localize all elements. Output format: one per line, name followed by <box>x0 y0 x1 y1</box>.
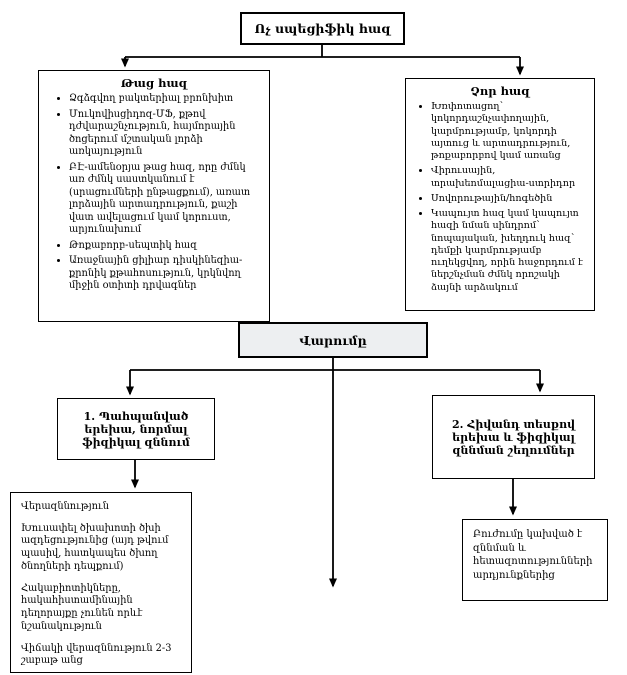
followup-paragraph: Խուսափել ծխախոտի ծխի ազդեցությունից (այդ թվում պասիվ, հատկապես ծխող ծնողների դեպքում) <box>21 522 169 572</box>
dry-cough-title: Չոր հազ <box>470 84 530 98</box>
wet-cough-item: • Մուկովիսցիդոզ-ՄՖ, քթով դժվարաշնչություն, հայմորային ծոցերում մշտական լորձի առկայություն <box>69 109 263 159</box>
dry-cough-item: • Կապույտ հազ կամ կապույտ հազի նման սինդրոմ՝ նոպայական, խեղդուկ հազ՝ դեմքի կարմրությամբ ուղեկցվող, որին հաջորդում է ներշնչման ժմնկ որոշակի ձայնի արձակում <box>431 208 589 294</box>
followup-box <box>10 492 192 673</box>
wet-cough-item: • Առաջնային ցիլիար դիսկինեզիա-քրոնիկ քթահոսություն, կրկնվող միջին օտիտի դրվագներ <box>69 255 263 293</box>
followup-paragraph: Հակաբիոտիկները, հակահիստամինային դեղորայքը չունեն որևէ նշանակություն <box>21 582 143 632</box>
dry-cough-item: • Վիրուսային, տրախեոմալացիա-ստրիդոր <box>431 165 589 190</box>
wet-cough-box <box>38 70 270 322</box>
branch1-label: 1. Պահպանված երեխա, նորմալ ֆիզիկալ զննում <box>82 409 190 449</box>
wet-cough-title: Թաց հազ <box>120 76 188 90</box>
branch2-sick-child-box <box>432 395 595 479</box>
followup-paragraph: Վերազննություն <box>21 501 109 512</box>
treatment-box <box>462 519 608 601</box>
wet-cough-item: • ԲԷ-ամենօրյա թաց հազ, որը ժմնկ առ ժմնկ սաստկանում է (սրացումների ընթացքում), առատ լորձային արտադրություն, քաշի վատ ավելացում կամ կորուստ, արյունախում <box>69 162 263 237</box>
branch1-well-child-box <box>57 398 215 460</box>
wet-cough-item: • Թոքաբորբ-սեպտիկ հազ <box>69 240 263 253</box>
wet-cough-item: • Ձգձգվող բակտերիալ բրոնխիտ <box>69 93 263 106</box>
followup-paragraph: Վիճակի վերազննություն 2-3 շաբաթ անց <box>21 642 172 667</box>
dry-cough-list <box>411 101 589 294</box>
dry-cough-item: • Սովորութային/հոգեծին <box>431 193 589 205</box>
dry-cough-item: • Խռփոտացող՝ կոկորդաշնչափողային, կարմրությամբ, կոկորդի այտուց և արտադրություն, թոքաբորբով կամ առանց <box>431 101 589 162</box>
dry-cough-box <box>405 78 595 311</box>
nonspecific-cough-box <box>240 12 405 45</box>
management-box <box>238 322 428 358</box>
branch2-label: 2. Հիվանդ տեսքով երեխա և ֆիզիկալ զննման շեղումներ <box>451 417 576 457</box>
wet-cough-list <box>45 93 263 293</box>
management-label: Վարումը <box>299 332 367 348</box>
treatment-text: Բուժումը կախված է զննման և հետազոտությունների արդյունքներից <box>473 529 593 581</box>
nonspecific-cough-label: Ոչ սպեցիֆիկ հազ <box>254 21 391 36</box>
